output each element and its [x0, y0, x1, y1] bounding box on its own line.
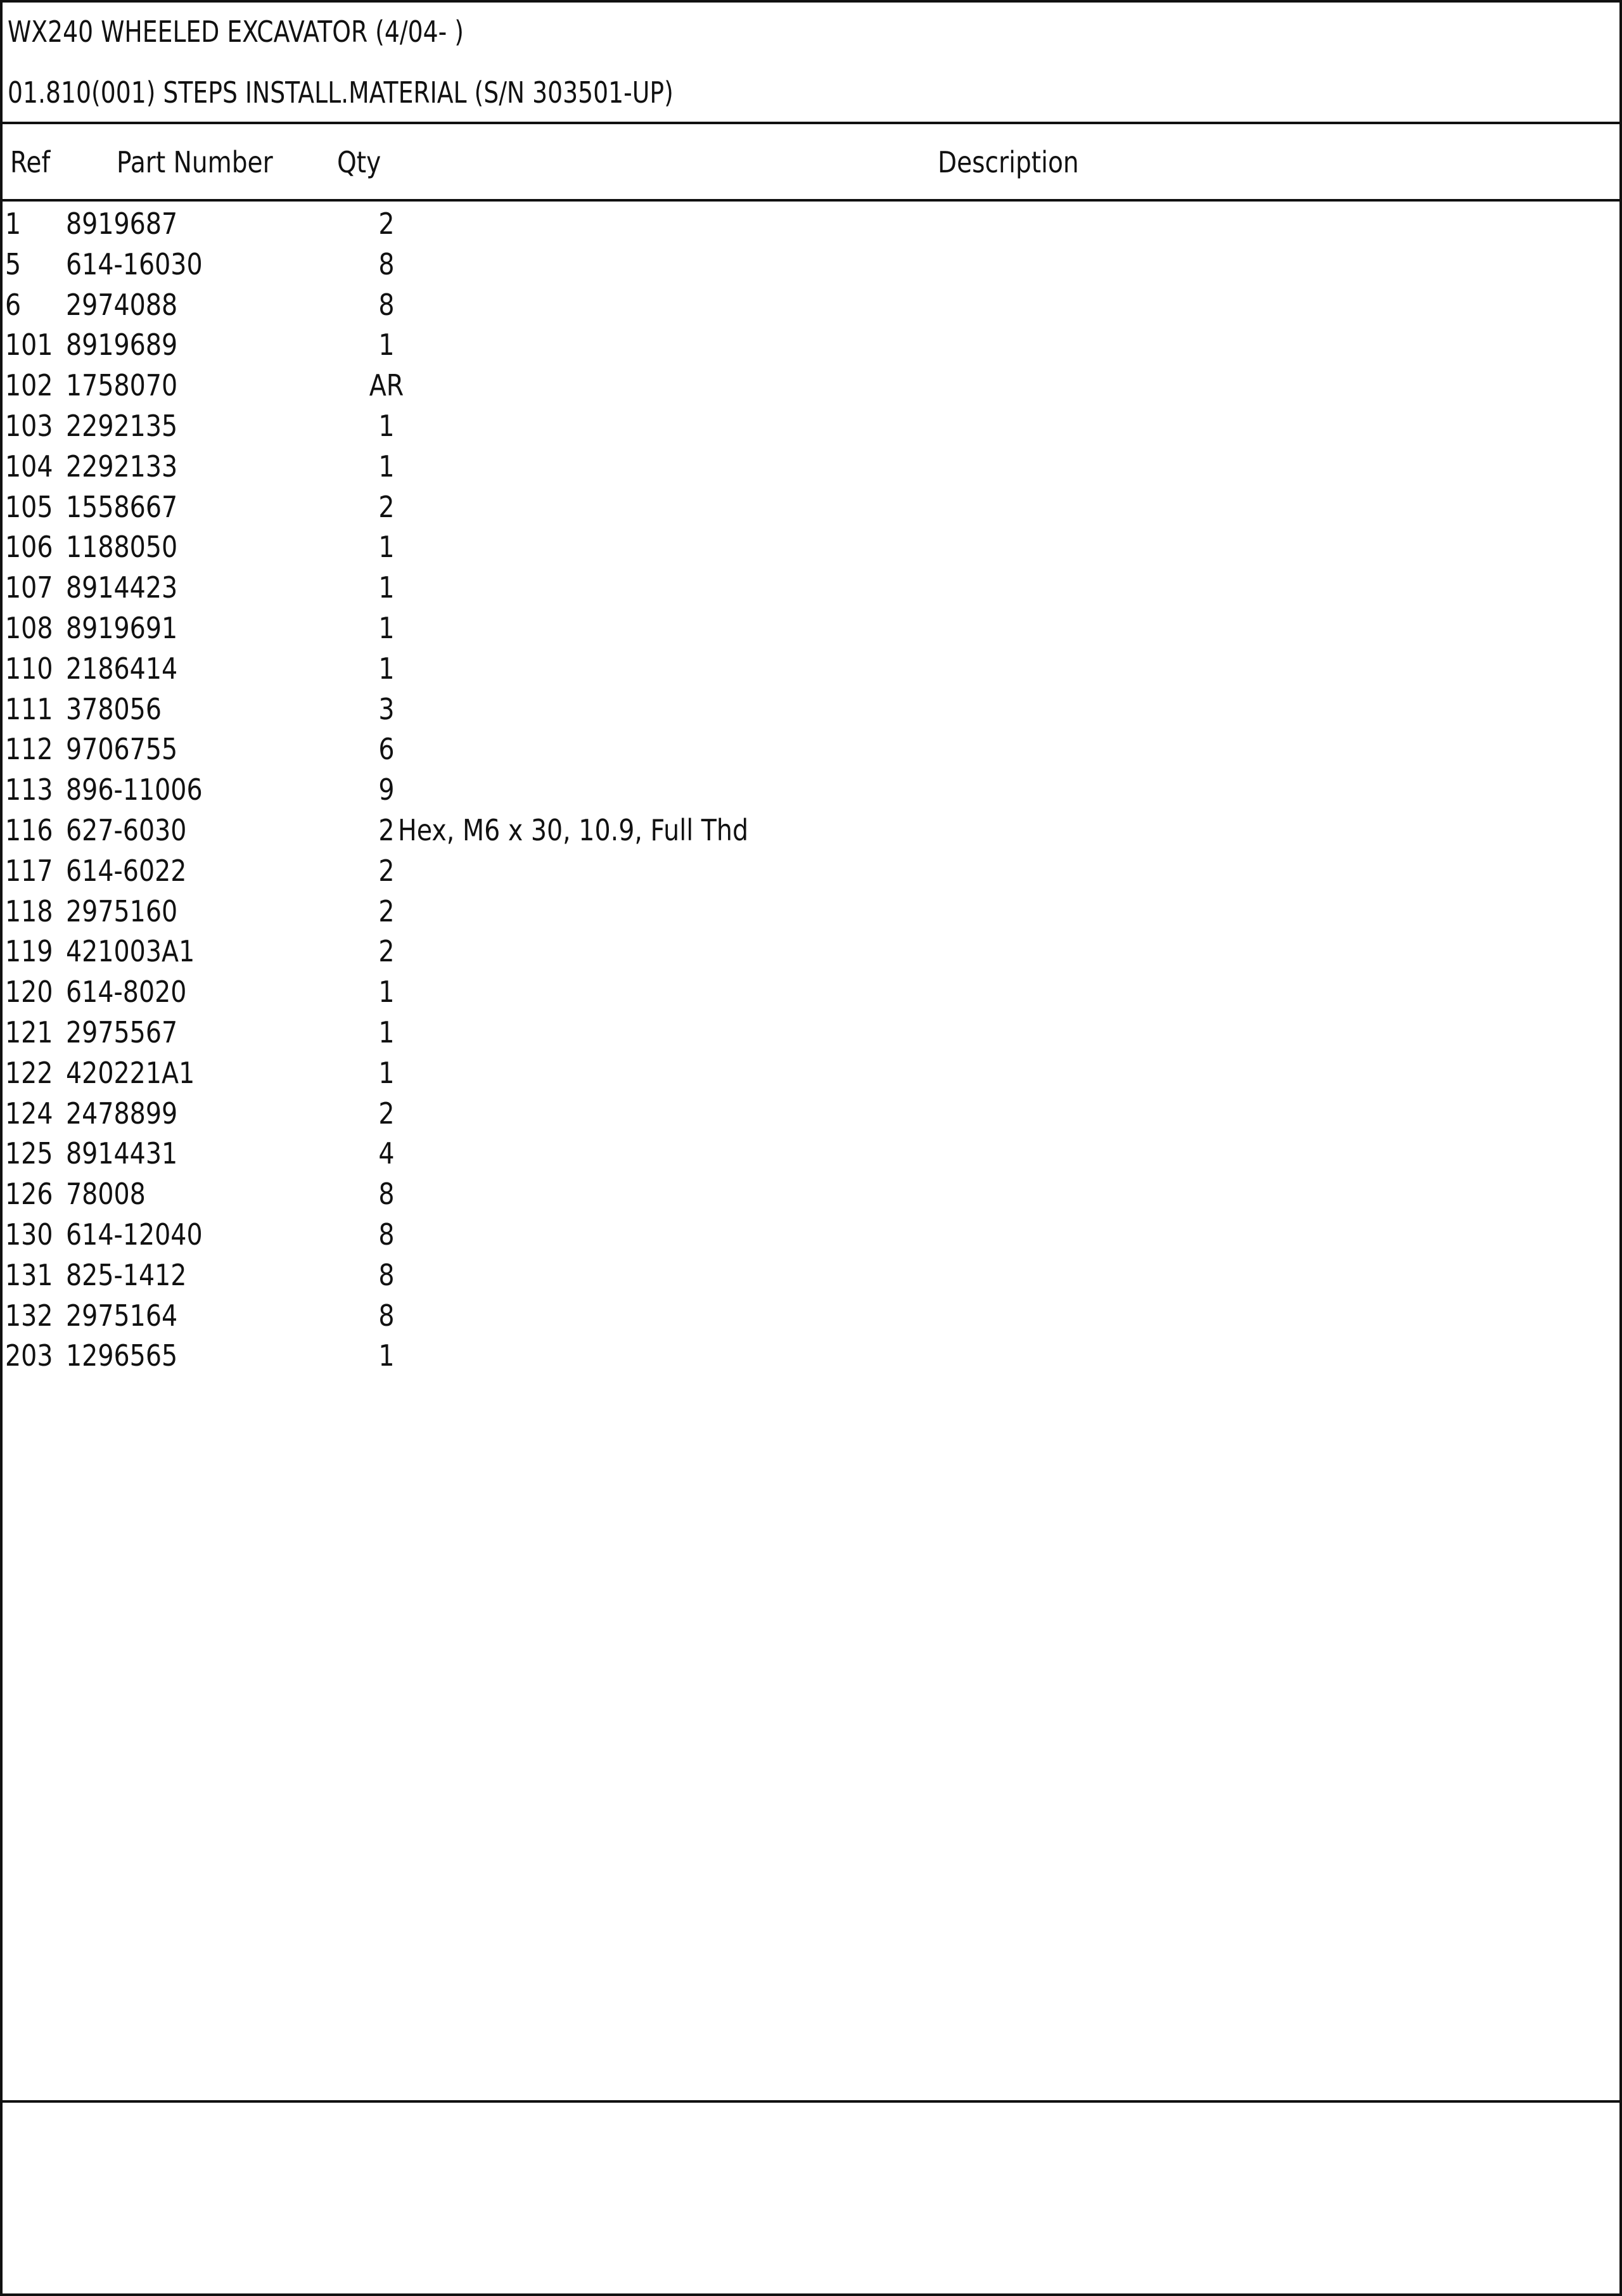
ref-cell: 116: [5, 812, 53, 847]
qty-cell: 4: [378, 1136, 395, 1171]
column-header-qty: Qty: [337, 145, 381, 179]
ref-cell: 103: [5, 408, 53, 443]
part-number-cell: 2292133: [66, 449, 178, 484]
ref-cell: 110: [5, 651, 53, 686]
table-row: [0, 649, 1622, 689]
part-number-cell: 8919689: [66, 328, 178, 362]
ref-cell: 132: [5, 1298, 53, 1333]
part-number-cell: 2186414: [66, 651, 178, 686]
part-number-cell: 378056: [66, 691, 162, 726]
qty-cell: 1: [378, 651, 395, 686]
qty-cell: 2: [378, 489, 395, 524]
qty-cell: 2: [378, 207, 395, 241]
part-number-cell: 627-6030: [66, 812, 187, 847]
ref-cell: 126: [5, 1177, 53, 1212]
table-row: [0, 1174, 1622, 1215]
ref-cell: 119: [5, 934, 53, 969]
part-number-cell: 78008: [66, 1177, 146, 1212]
table-row: [0, 487, 1622, 528]
part-number-cell: 2478899: [66, 1096, 178, 1131]
ref-cell: 6: [5, 287, 22, 322]
ref-cell: 104: [5, 449, 53, 484]
qty-cell: 2: [378, 1096, 395, 1131]
page-subtitle: 01.810(001) STEPS INSTALL.MATERIAL (S/N 303501-UP): [8, 75, 674, 110]
column-header-description: Description: [938, 145, 1079, 179]
ref-cell: 117: [5, 853, 53, 888]
table-row: [0, 325, 1622, 366]
table-row: [0, 932, 1622, 972]
qty-cell: 8: [378, 1177, 395, 1212]
table-row: [0, 406, 1622, 447]
qty-cell: AR: [369, 368, 404, 403]
table-row: [0, 811, 1622, 851]
part-number-cell: 8919687: [66, 207, 178, 241]
part-number-cell: 2974088: [66, 287, 178, 322]
table-row: [0, 1255, 1622, 1296]
table-row: [0, 770, 1622, 811]
part-number-cell: 8914431: [66, 1136, 178, 1171]
footer-divider: [0, 2100, 1622, 2103]
part-number-cell: 825-1412: [66, 1257, 187, 1292]
table-row: [0, 608, 1622, 649]
part-number-cell: 614-12040: [66, 1217, 203, 1252]
description-cell: Hex, M6 x 30, 10.9, Full Thd: [398, 812, 749, 847]
column-header-ref: Ref: [10, 145, 51, 179]
qty-cell: 1: [378, 1055, 395, 1090]
table-row: [0, 972, 1622, 1013]
column-header-divider: [0, 199, 1622, 202]
ref-cell: 122: [5, 1055, 53, 1090]
qty-cell: 1: [378, 328, 395, 362]
ref-cell: 120: [5, 975, 53, 1010]
ref-cell: 5: [5, 247, 22, 281]
qty-cell: 1: [378, 408, 395, 443]
part-number-cell: 614-6022: [66, 853, 187, 888]
ref-cell: 113: [5, 773, 53, 807]
part-number-cell: 2975567: [66, 1015, 178, 1049]
ref-cell: 105: [5, 489, 53, 524]
qty-cell: 1: [378, 530, 395, 565]
part-number-cell: 896-11006: [66, 773, 203, 807]
ref-cell: 108: [5, 610, 53, 645]
table-row: [0, 892, 1622, 932]
table-row: [0, 851, 1622, 892]
table-row: [0, 366, 1622, 406]
part-number-cell: 421003A1: [66, 934, 195, 969]
column-header-part-number: Part Number: [117, 145, 273, 179]
table-row: [0, 527, 1622, 568]
part-number-cell: 614-16030: [66, 247, 203, 281]
table-row: [0, 1094, 1622, 1134]
qty-cell: 1: [378, 1015, 395, 1049]
header-divider: [0, 122, 1622, 124]
ref-cell: 112: [5, 732, 53, 767]
table-row: [0, 689, 1622, 730]
table-row: [0, 204, 1622, 245]
table-row: [0, 1013, 1622, 1053]
qty-cell: 6: [378, 732, 395, 767]
qty-cell: 2: [378, 812, 395, 847]
ref-cell: 125: [5, 1136, 53, 1171]
table-row: [0, 447, 1622, 487]
ref-cell: 203: [5, 1338, 53, 1373]
qty-cell: 8: [378, 247, 395, 281]
page-title: WX240 WHEELED EXCAVATOR (4/04- ): [8, 15, 464, 49]
part-number-cell: 1758070: [66, 368, 178, 403]
table-row: [0, 1053, 1622, 1094]
part-number-cell: 420221A1: [66, 1055, 195, 1090]
ref-cell: 131: [5, 1257, 53, 1292]
part-number-cell: 2292135: [66, 408, 178, 443]
qty-cell: 8: [378, 1298, 395, 1333]
ref-cell: 1: [5, 207, 22, 241]
qty-cell: 2: [378, 894, 395, 928]
part-number-cell: 8914423: [66, 570, 178, 605]
part-number-cell: 614-8020: [66, 975, 187, 1010]
qty-cell: 1: [378, 1338, 395, 1373]
qty-cell: 2: [378, 853, 395, 888]
ref-cell: 106: [5, 530, 53, 565]
part-number-cell: 1188050: [66, 530, 178, 565]
qty-cell: 8: [378, 287, 395, 322]
table-row: [0, 1336, 1622, 1376]
part-number-cell: 9706755: [66, 732, 178, 767]
ref-cell: 111: [5, 691, 53, 726]
qty-cell: 1: [378, 449, 395, 484]
qty-cell: 9: [378, 773, 395, 807]
ref-cell: 124: [5, 1096, 53, 1131]
part-number-cell: 1558667: [66, 489, 178, 524]
table-row: [0, 285, 1622, 326]
qty-cell: 8: [378, 1257, 395, 1292]
part-number-cell: 2975164: [66, 1298, 178, 1333]
ref-cell: 130: [5, 1217, 53, 1252]
qty-cell: 2: [378, 934, 395, 969]
part-number-cell: 1296565: [66, 1338, 178, 1373]
part-number-cell: 2975160: [66, 894, 178, 928]
qty-cell: 1: [378, 975, 395, 1010]
qty-cell: 1: [378, 610, 395, 645]
table-row: [0, 1296, 1622, 1337]
ref-cell: 102: [5, 368, 53, 403]
table-row: [0, 1215, 1622, 1255]
parts-table-body: [0, 204, 1622, 1376]
table-row: [0, 568, 1622, 608]
table-row: [0, 245, 1622, 285]
qty-cell: 3: [378, 691, 395, 726]
ref-cell: 118: [5, 894, 53, 928]
table-row: [0, 729, 1622, 770]
qty-cell: 1: [378, 570, 395, 605]
ref-cell: 101: [5, 328, 53, 362]
ref-cell: 121: [5, 1015, 53, 1049]
ref-cell: 107: [5, 570, 53, 605]
table-row: [0, 1134, 1622, 1174]
part-number-cell: 8919691: [66, 610, 178, 645]
qty-cell: 8: [378, 1217, 395, 1252]
